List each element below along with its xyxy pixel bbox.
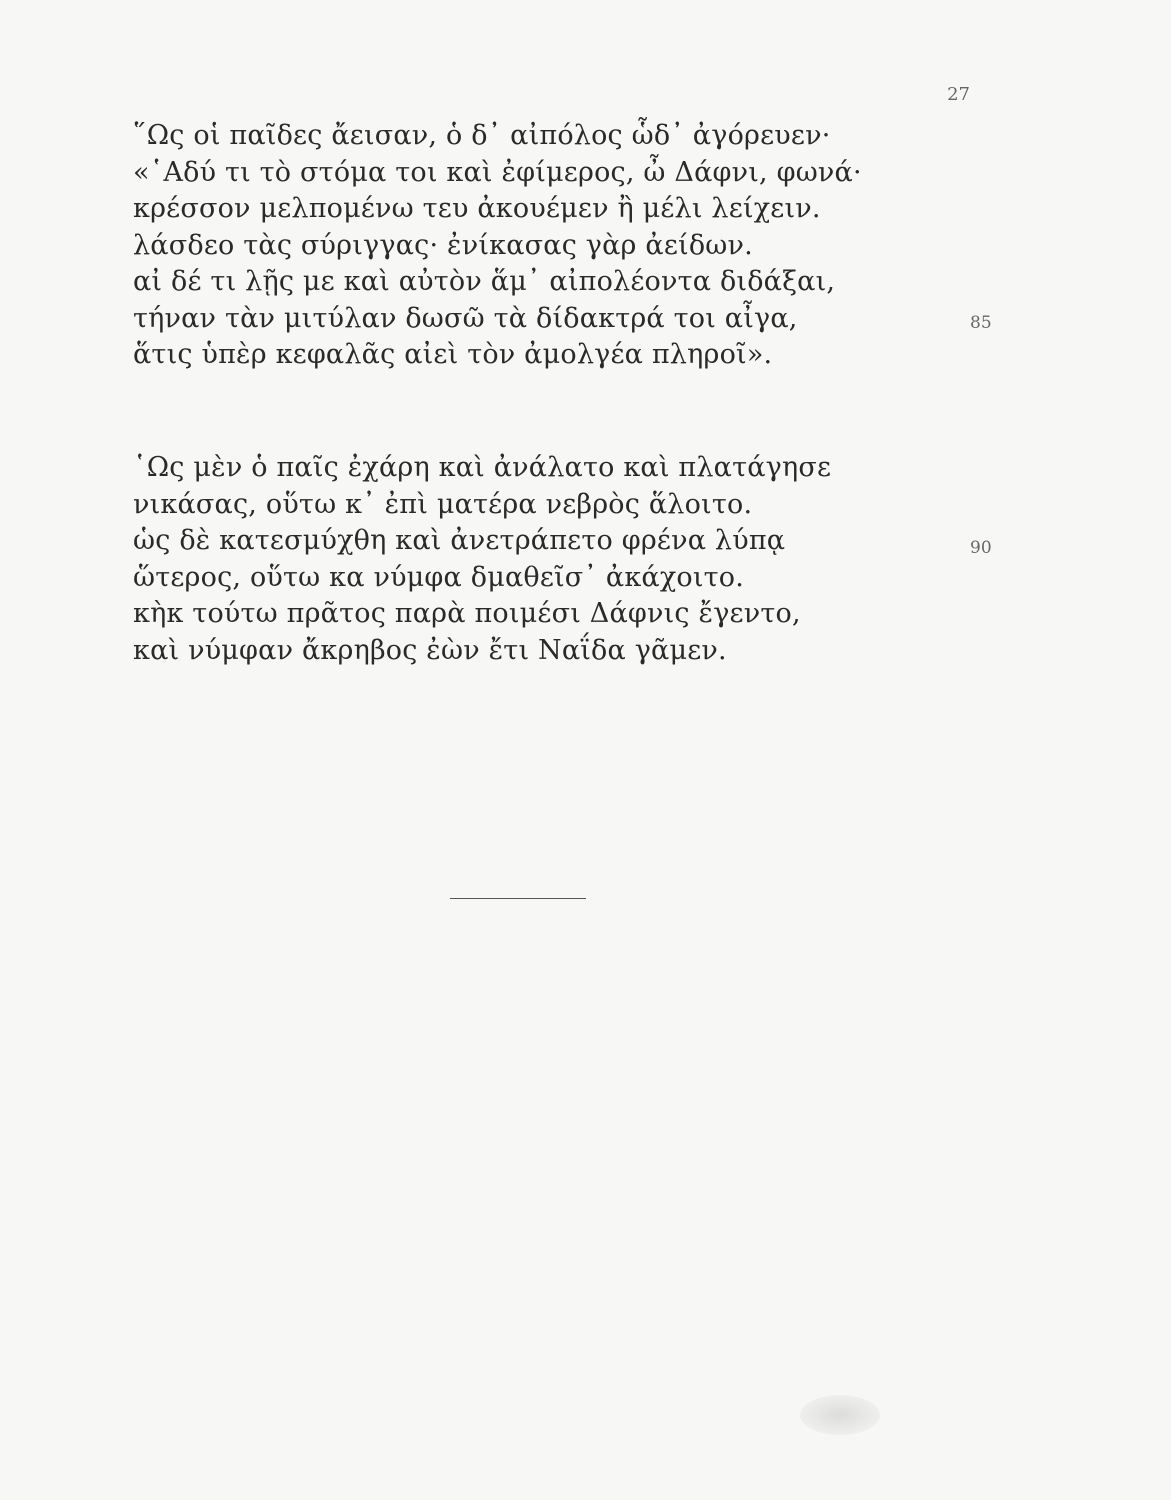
verse-line: αἰ δέ τι λῇς με καὶ αὐτὸν ἅμ᾽ αἰπολέοντα διδάξαι, (133, 266, 836, 297)
page-number: 27 (947, 84, 970, 105)
verse-line: τήναν τὰν μιτύλαν δωσῶ τὰ δίδακτρά τοι αἶγα, (133, 302, 798, 334)
section-divider (450, 898, 586, 899)
verse-line: ὡς δὲ κατεσμύχθη καὶ ἀνετράπετο φρένα λύπᾳ (133, 525, 786, 556)
verse-line: «῾Αδύ τι τὸ στόμα τοι καὶ ἐφίμερος, ὦ Δάφνι, φωνά· (133, 156, 862, 188)
line-number-85: 85 (970, 313, 992, 333)
verse-line: λάσδεο τὰς σύριγγας· ἐνίκασας γὰρ ἀείδων. (133, 229, 753, 261)
line-number-90: 90 (970, 538, 992, 558)
stanza-2 (133, 450, 831, 669)
stanza-1 (133, 118, 862, 374)
verse-line: νικάσας, οὕτω κ᾽ ἐπὶ ματέρα νεβρὸς ἅλοιτο. (133, 488, 753, 520)
verse-line: ῾Ως μὲν ὁ παῖς ἐχάρη καὶ ἀνάλατο καὶ πλατάγησε (133, 452, 832, 483)
verse-line: καὶ νύμφαν ἄκρηβος ἐὼν ἔτι Ναΐδα γᾶμεν. (133, 634, 727, 666)
verse-line: ὥτερος, οὕτω κα νύμφα δμαθεῖσ᾽ ἀκάχοιτο. (133, 561, 745, 593)
verse-line: ἅτις ὑπὲρ κεφαλᾶς αἰεὶ τὸν ἀμολγέα πληροῖ». (133, 339, 773, 370)
verse-line: κὴκ τούτω πρᾶτος παρὰ ποιμέσι Δάφνις ἔγεντο, (133, 598, 801, 629)
ink-smudge (800, 1395, 880, 1435)
verse-line: κρέσσον μελπομένω τευ ἀκουέμεν ἢ μέλι λείχειν. (133, 193, 821, 224)
verse-line: ῞Ως οἱ παῖδες ἄεισαν, ὁ δ᾽ αἰπόλος ὧδ᾽ ἀγόρευεν· (133, 120, 831, 151)
